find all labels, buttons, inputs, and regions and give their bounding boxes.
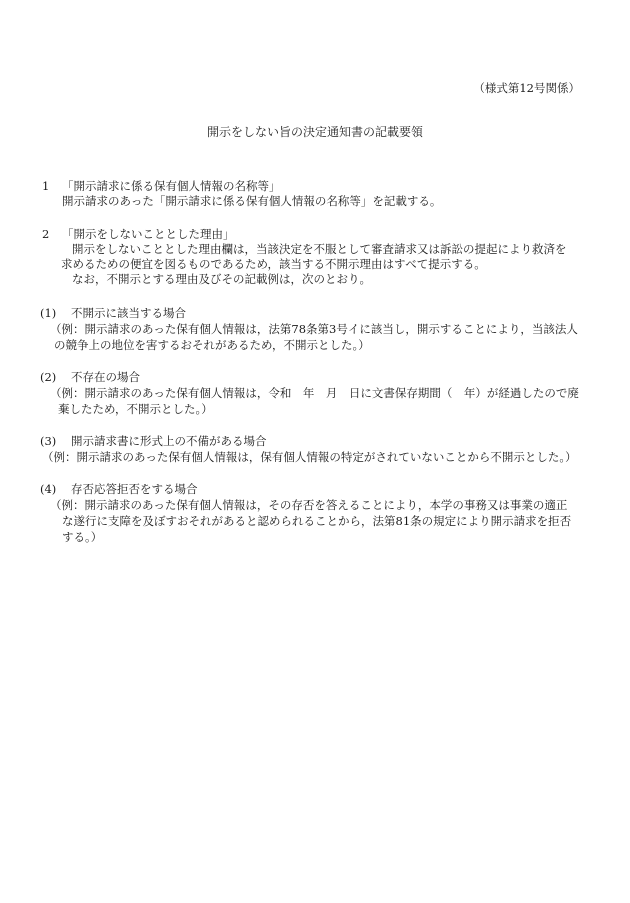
section-body-line: 開示をしないこととした理由欄は，当該決定を不服として審査請求又は訴訟の提起により救済を <box>72 242 567 256</box>
form-reference: （様式第12号関係） <box>473 81 580 95</box>
section-heading: 「開示請求に係る保有個人情報の名称等」 <box>62 179 281 193</box>
example-body-line: （例：開示請求のあった保有個人情報は，令和 年 月 日に文書保存期間（ 年）が経過したので廃 <box>50 386 579 400</box>
example-number: (1) <box>40 306 57 320</box>
section-body-line: 求めるための便宜を図るものであるため，該当する不開示理由はすべて提示する。 <box>61 257 486 271</box>
example-number: (2) <box>40 370 57 384</box>
example-heading: 不存在の場合 <box>71 370 140 384</box>
example-heading: 開示請求書に形式上の不備がある場合 <box>71 434 267 448</box>
example-body-line: な遂行に支障を及ぼすおそれがあると認められることから，法第81条の規定により開示請求を拒否 <box>62 514 572 528</box>
example-body-line: （例：開示請求のあった保有個人情報は，その存否を答えることにより，本学の事務又は事業の適正 <box>50 498 568 512</box>
example-body-line: 棄したため，不開示とした。） <box>58 402 213 416</box>
example-heading: 存否応答拒否をする場合 <box>71 482 198 496</box>
example-number: (4) <box>40 482 57 496</box>
example-body-line: する。） <box>62 530 103 544</box>
section-body-line: 開示請求のあった「開示請求に係る保有個人情報の名称等」を記載する。 <box>62 194 442 208</box>
example-body-line: の競争上の地位を害するおそれがあるため，不開示とした。） <box>54 338 370 352</box>
section-number: 1 <box>42 179 50 193</box>
example-heading: 不開示に該当する場合 <box>71 306 186 320</box>
section-body-line: なお，不開示とする理由及びその記載例は，次のとおり。 <box>72 272 371 286</box>
section-heading: 「開示をしないこととした理由」 <box>62 227 235 241</box>
example-number: (3) <box>40 434 57 448</box>
example-body-line: （例：開示請求のあった保有個人情報は，保有個人情報の特定がされていないことから不開示とした。） <box>42 450 577 464</box>
document-title: 開示をしない旨の決定通知書の記載要領 <box>206 125 423 139</box>
section-number: 2 <box>42 227 50 241</box>
example-body-line: （例：開示請求のあった保有個人情報は，法第78条第3号イに該当し，開示することにより，当該法人 <box>50 322 578 336</box>
